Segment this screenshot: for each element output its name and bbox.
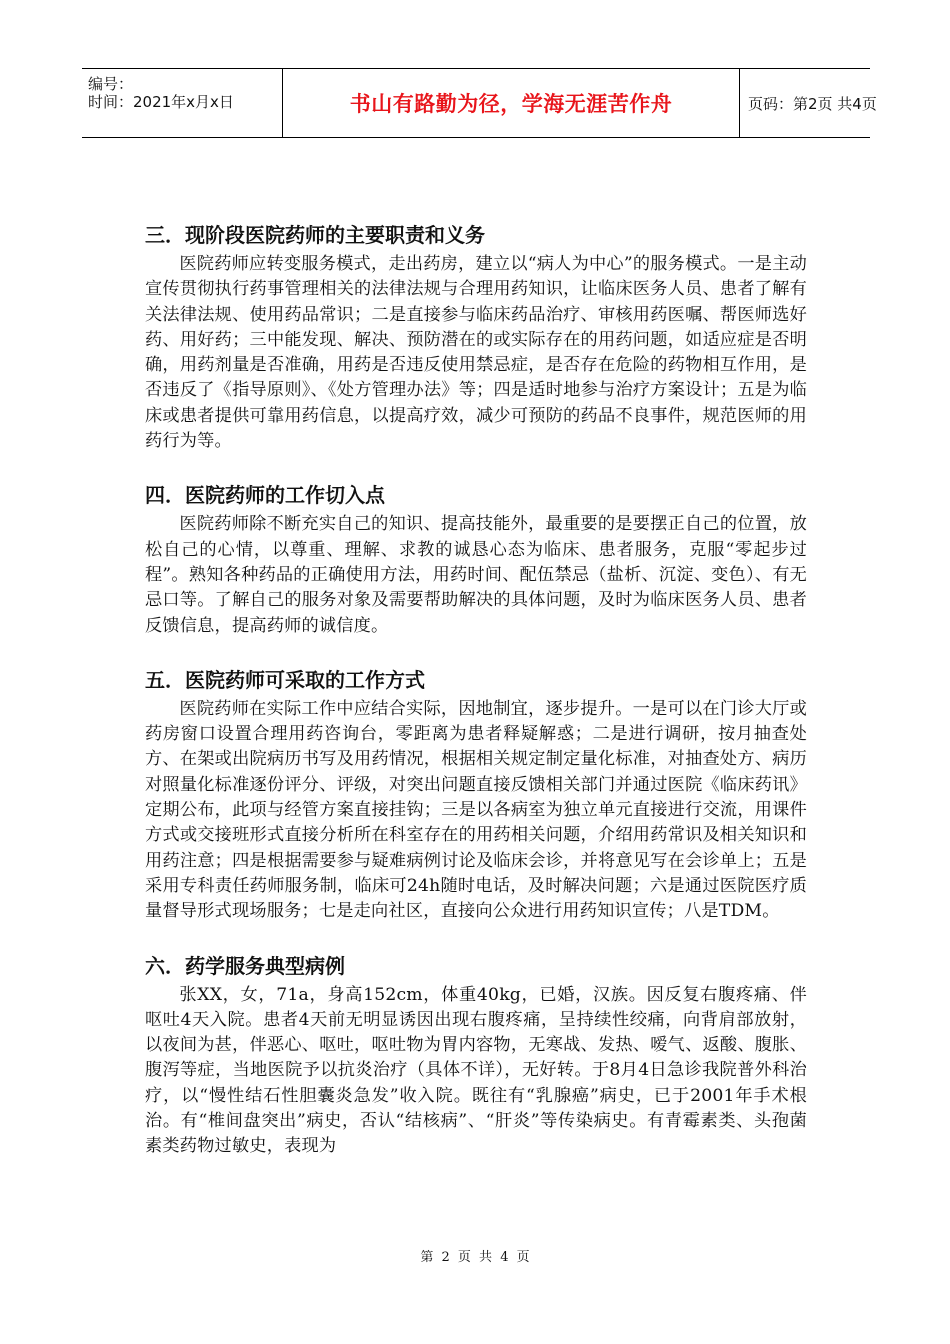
page-footer: 第 2 页 共 4 页 — [420, 1250, 530, 1265]
page-header — [82, 68, 877, 138]
section-paragraph: 张XX，女，71a，身高152cm，体重40kg，已婚，汉族。因反复右腹疼痛、伴呕吐4天入院。患者4天前无明显诱因出现右腹疼痛，呈持续性绞痛，向背肩部放射，以夜间为甚，伴恶心、呕吐，呕吐物为胃内容物，无寒战、发热、嗳气、返酸、腹胀、腹泻等症，当地医院予以抗炎治疗（具体不详），无好转。于8月4日急诊我院普外科治疗，以“慢性结石性胆囊炎急发”收入院。既往有“乳腺癌”病史，已于2001年手术根治。有“椎间盘突出”病史，否认“结核病”、“肝炎”等传染病史。有青霉素类、头孢菌素类药物过敏史，表现为 — [145, 984, 807, 1157]
section-paragraph: 医院药师在实际工作中应结合实际，因地制宜，逐步提升。一是可以在门诊大厅或药房窗口设置合理用药咨询台，零距离为患者释疑解惑；二是进行调研，按月抽查处方、在架或出院病历书写及用药情况，根据相关规定制定量化标准，对抽查处方、病历对照量化标准逐份评分、评级，对突出问题直接反馈相关部门并通过医院《临床药讯》定期公布，此项与经管方案直接挂钩；三是以各病室为独立单元直接进行交流，用课件方式或交接班形式直接分析所在科室存在的用药相关问题，介绍用药常识及相关知识和用药注意；四是根据需要参与疑难病例讨论及临床会诊，并将意见写在会诊单上；五是采用专科责任药师服务制，临床可24h随时电话，及时解决问题；六是通过医院医疗质量督导形式现场服务；七是走向社区，直接向公众进行用药知识宣传；八是TDM。 — [145, 698, 807, 922]
section-4 — [145, 480, 807, 638]
header-page-info: 页码：第2页 共4页 — [748, 94, 877, 113]
section-title: 六．药学服务典型病例 — [145, 953, 345, 978]
header-motto: 书山有路勤为径，学海无涯苦作舟 — [349, 92, 673, 116]
section-title: 四．医院药师的工作切入点 — [145, 483, 385, 508]
section-6 — [145, 951, 807, 1160]
document-number-label: 编号： — [88, 75, 134, 93]
section-paragraph: 医院药师应转变服务模式，走出药房，建立以“病人为中心”的服务模式。一是主动宣传贯彻执行药事管理相关的法律法规与合理用药知识，让临床医务人员、患者了解有关法律法规、使用药品常识；二是直接参与临床药品治疗、审核用药医嘱、帮医师选好药、用好药；三中能发现、解决、预防潜在的或实际存在的用药问题，如适应症是否明确，用药剂量是否准确，用药是否违反使用禁忌症，是否存在危险的药物相互作用，是否违反了《指导原则》、《处方管理办法》等；四是适时地参与治疗方案设计；五是为临床或患者提供可靠用药信息，以提高疗效，减少可预防的药品不良事件，规范医师的用药行为等。 — [145, 254, 807, 452]
section-3 — [145, 220, 807, 454]
section-title: 五．医院药师可采取的工作方式 — [145, 667, 425, 692]
section-paragraph: 医院药师除不断充实自己的知识、提高技能外，最重要的是要摆正自己的位置，放松自己的心情，以尊重、理解、求教的诚恳心态为临床、患者服务，克服“零起步过程”。熟知各种药品的正确使用方法，用药时间、配伍禁忌（盐析、沉淀、变色）、有无忌口等。了解自己的服务对象及需要帮助解决的具体问题，及时为临床医务人员、患者反馈信息，提高药师的诚信度。 — [145, 514, 807, 636]
document-date: 时间：2021年x月x日 — [88, 93, 234, 111]
section-title: 三．现阶段医院药师的主要职责和义务 — [145, 223, 485, 247]
section-5 — [145, 665, 807, 925]
header-meta — [82, 69, 282, 137]
header-divider — [739, 69, 740, 137]
document-body — [145, 220, 807, 1160]
